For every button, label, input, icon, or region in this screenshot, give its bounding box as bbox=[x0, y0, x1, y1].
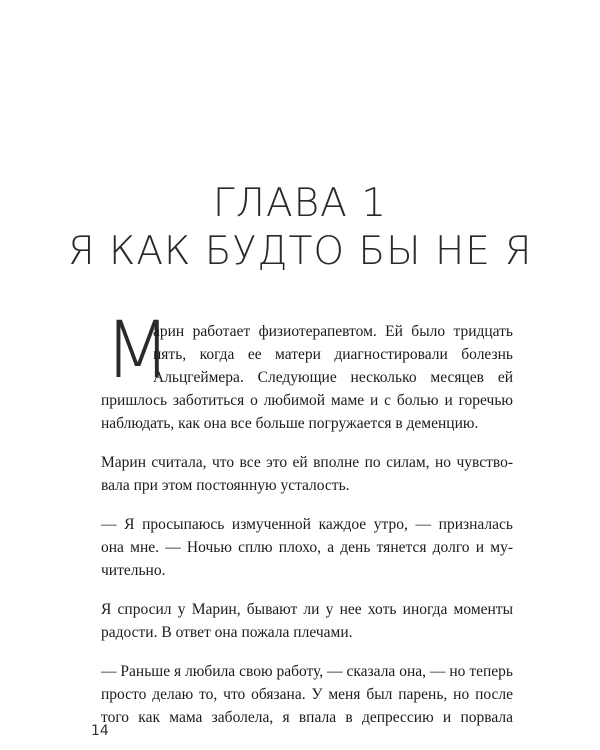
chapter-label: ГЛАВА 1 bbox=[212, 181, 388, 226]
text-line: арин работает физиотерапевтом. Ей было тридцать bbox=[153, 323, 513, 340]
text-line: наблюдать, как она все больше погружается в деменцию. bbox=[101, 415, 479, 432]
body-text bbox=[101, 320, 513, 745]
paragraph-2 bbox=[101, 451, 513, 497]
chapter-heading bbox=[0, 180, 600, 276]
text-line: — Раньше я любила свою работу, — сказала она, — но теперь bbox=[101, 663, 513, 680]
paragraph-5 bbox=[101, 660, 513, 729]
text-line: — Я просыпаюсь измученной каждое утро, — призналась bbox=[101, 516, 513, 533]
paragraph-3 bbox=[101, 513, 513, 582]
text-line: радости. В ответ она пожала плечами. bbox=[101, 624, 353, 641]
text-line: чительно. bbox=[101, 562, 166, 579]
paragraph-4 bbox=[101, 598, 513, 644]
text-line: пришлось заботиться о любимой маме и с болью и горечью bbox=[101, 392, 513, 409]
text-line: того как мама заболела, я впала в депрессию и порвала bbox=[101, 709, 513, 726]
drop-cap: М bbox=[104, 306, 172, 396]
text-line: Я спросил у Марин, бывают ли у нее хоть иногда моменты bbox=[101, 601, 513, 618]
chapter-title: Я КАК БУДТО БЫ НЕ Я bbox=[67, 229, 533, 274]
page-number: 14 bbox=[91, 723, 109, 739]
text-line: она мне. — Ночью сплю плохо, а день тянется долго и му- bbox=[101, 539, 513, 556]
text-line: просто делаю то, что обязана. У меня был парень, но после bbox=[101, 686, 513, 703]
text-line: вала при этом постоянную усталость. bbox=[101, 477, 350, 494]
text-line: Альцгеймера. Следующие несколько месяцев ей bbox=[153, 369, 513, 386]
paragraph-1 bbox=[101, 320, 513, 435]
text-line: пять, когда ее матери диагностировали болезнь bbox=[153, 346, 513, 363]
text-line: Марин считала, что все это ей вполне по силам, но чувство- bbox=[101, 454, 513, 471]
